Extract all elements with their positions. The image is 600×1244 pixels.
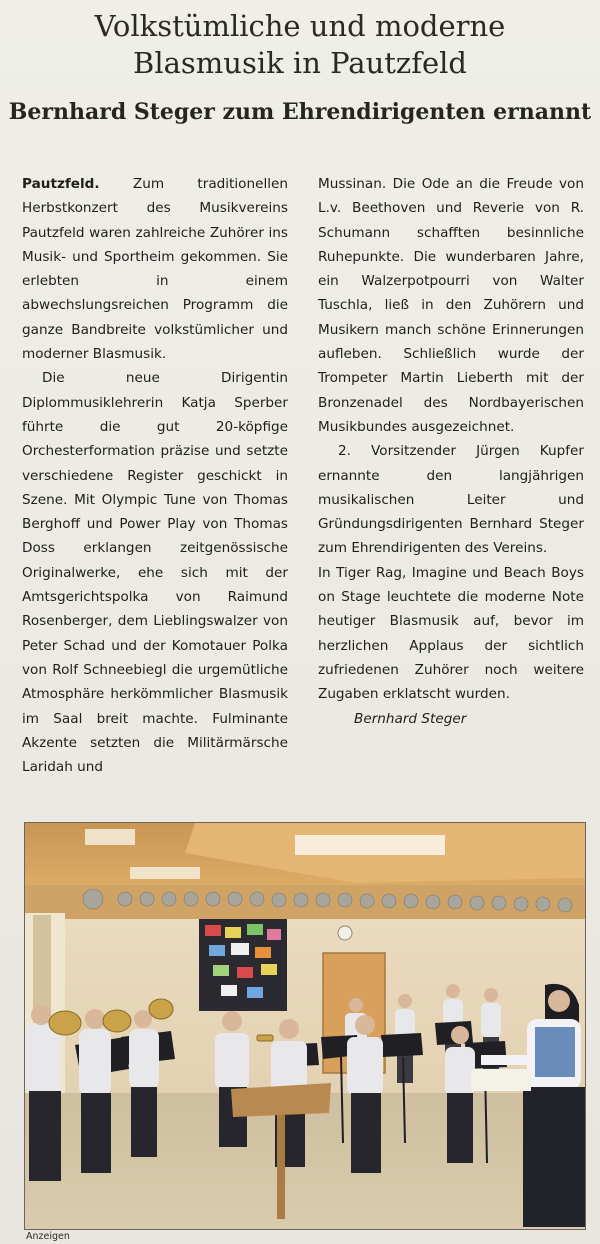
photo-front-left-musicians <box>25 1005 159 1181</box>
text-column-right <box>318 172 584 731</box>
paragraph-program: Mussinan. Die Ode an die Freude von L.v. Beethoven und Reverie von R. Schumann schafften besinnliche Ruhepunkte. Die wunderbaren Jahre, ein Walzerpotpourri von Walter Tuschla, ließ in den Zuhörern und Musikern manch schöne Erinnerungen aufleben. Schließlich wurde der Trompeter Martin Lieberth mit der Bronzenadel des Nordbayerischen Musikbundes ausgezeichnet. <box>318 176 584 435</box>
photo-ceiling-light <box>130 867 200 879</box>
photo-wall-clock <box>338 926 352 940</box>
paragraph-intro <box>22 172 288 366</box>
ads-label: Anzeigen <box>26 1231 70 1242</box>
article-subheadline: Bernhard Steger zum Ehrendirigenten ernannt <box>8 99 592 125</box>
paragraph-intro-text: Zum traditionellen Herbstkonzert des Musikvereins Pautzfeld waren zahlreiche Zuhörer ins Musik- und Sportheim gekommen. Sie erlebten in einem abwechslungsreichen Programm die ganze Bandbreite volkstümlicher und moderner Blasmusik. <box>22 176 288 363</box>
paragraph-honorary: 2. Vorsitzender Jürgen Kupfer ernannte den langjährigen musikalischen Leiter und Gründungsdirigenten Bernhard Steger zum Ehrendirigenten des Vereins. <box>318 443 584 557</box>
photo-lectern-pole <box>277 1115 285 1219</box>
author-byline: Bernhard Steger <box>354 710 467 727</box>
concert-photo <box>24 822 586 1230</box>
dateline: Pautzfeld. <box>22 176 100 192</box>
headline-line-1: Volkstümliche und moderne <box>94 9 506 43</box>
text-column-left <box>22 172 288 779</box>
photo-score <box>471 1069 531 1091</box>
paragraph-finale <box>318 561 584 731</box>
article-headline <box>0 8 600 82</box>
photo-ceiling-light <box>85 829 135 845</box>
photo-ceiling-light <box>295 835 445 855</box>
headline-line-2: Blasmusik in Pautzfeld <box>133 46 467 80</box>
paragraph-conductor: Die neue Dirigentin Diplommusiklehrerin Katja Sperber führte die gut 20-köpfige Orchesterformation präzise und setzte verschiedene Register geschickt in Szene. Mit Olympic Tune von Thomas Berghoff und Power Play von Thomas Doss erklangen zeitgenössische Originalwerke, ehe sich mit der Amtsgerichtspolka von Raimund Rosenberger, dem Lieblingswalzer von Peter Schad und der Komotauer Polka von Rolf Schneebiegl die urgemütliche Atmosphäre herkömmlicher Blasmusik im Saal breit machte. Fulminante Akzente setzten die Militärmärsche Laridah und <box>22 370 288 776</box>
paragraph-finale-text: In Tiger Rag, Imagine und Beach Boys on Stage leuchtete die moderne Note heutiger Blasmusik auf, bevor im herzlichen Applaus der sichtlich zufriedenen Zuhörer noch weitere Zugaben erklatscht wurden. <box>318 564 584 703</box>
